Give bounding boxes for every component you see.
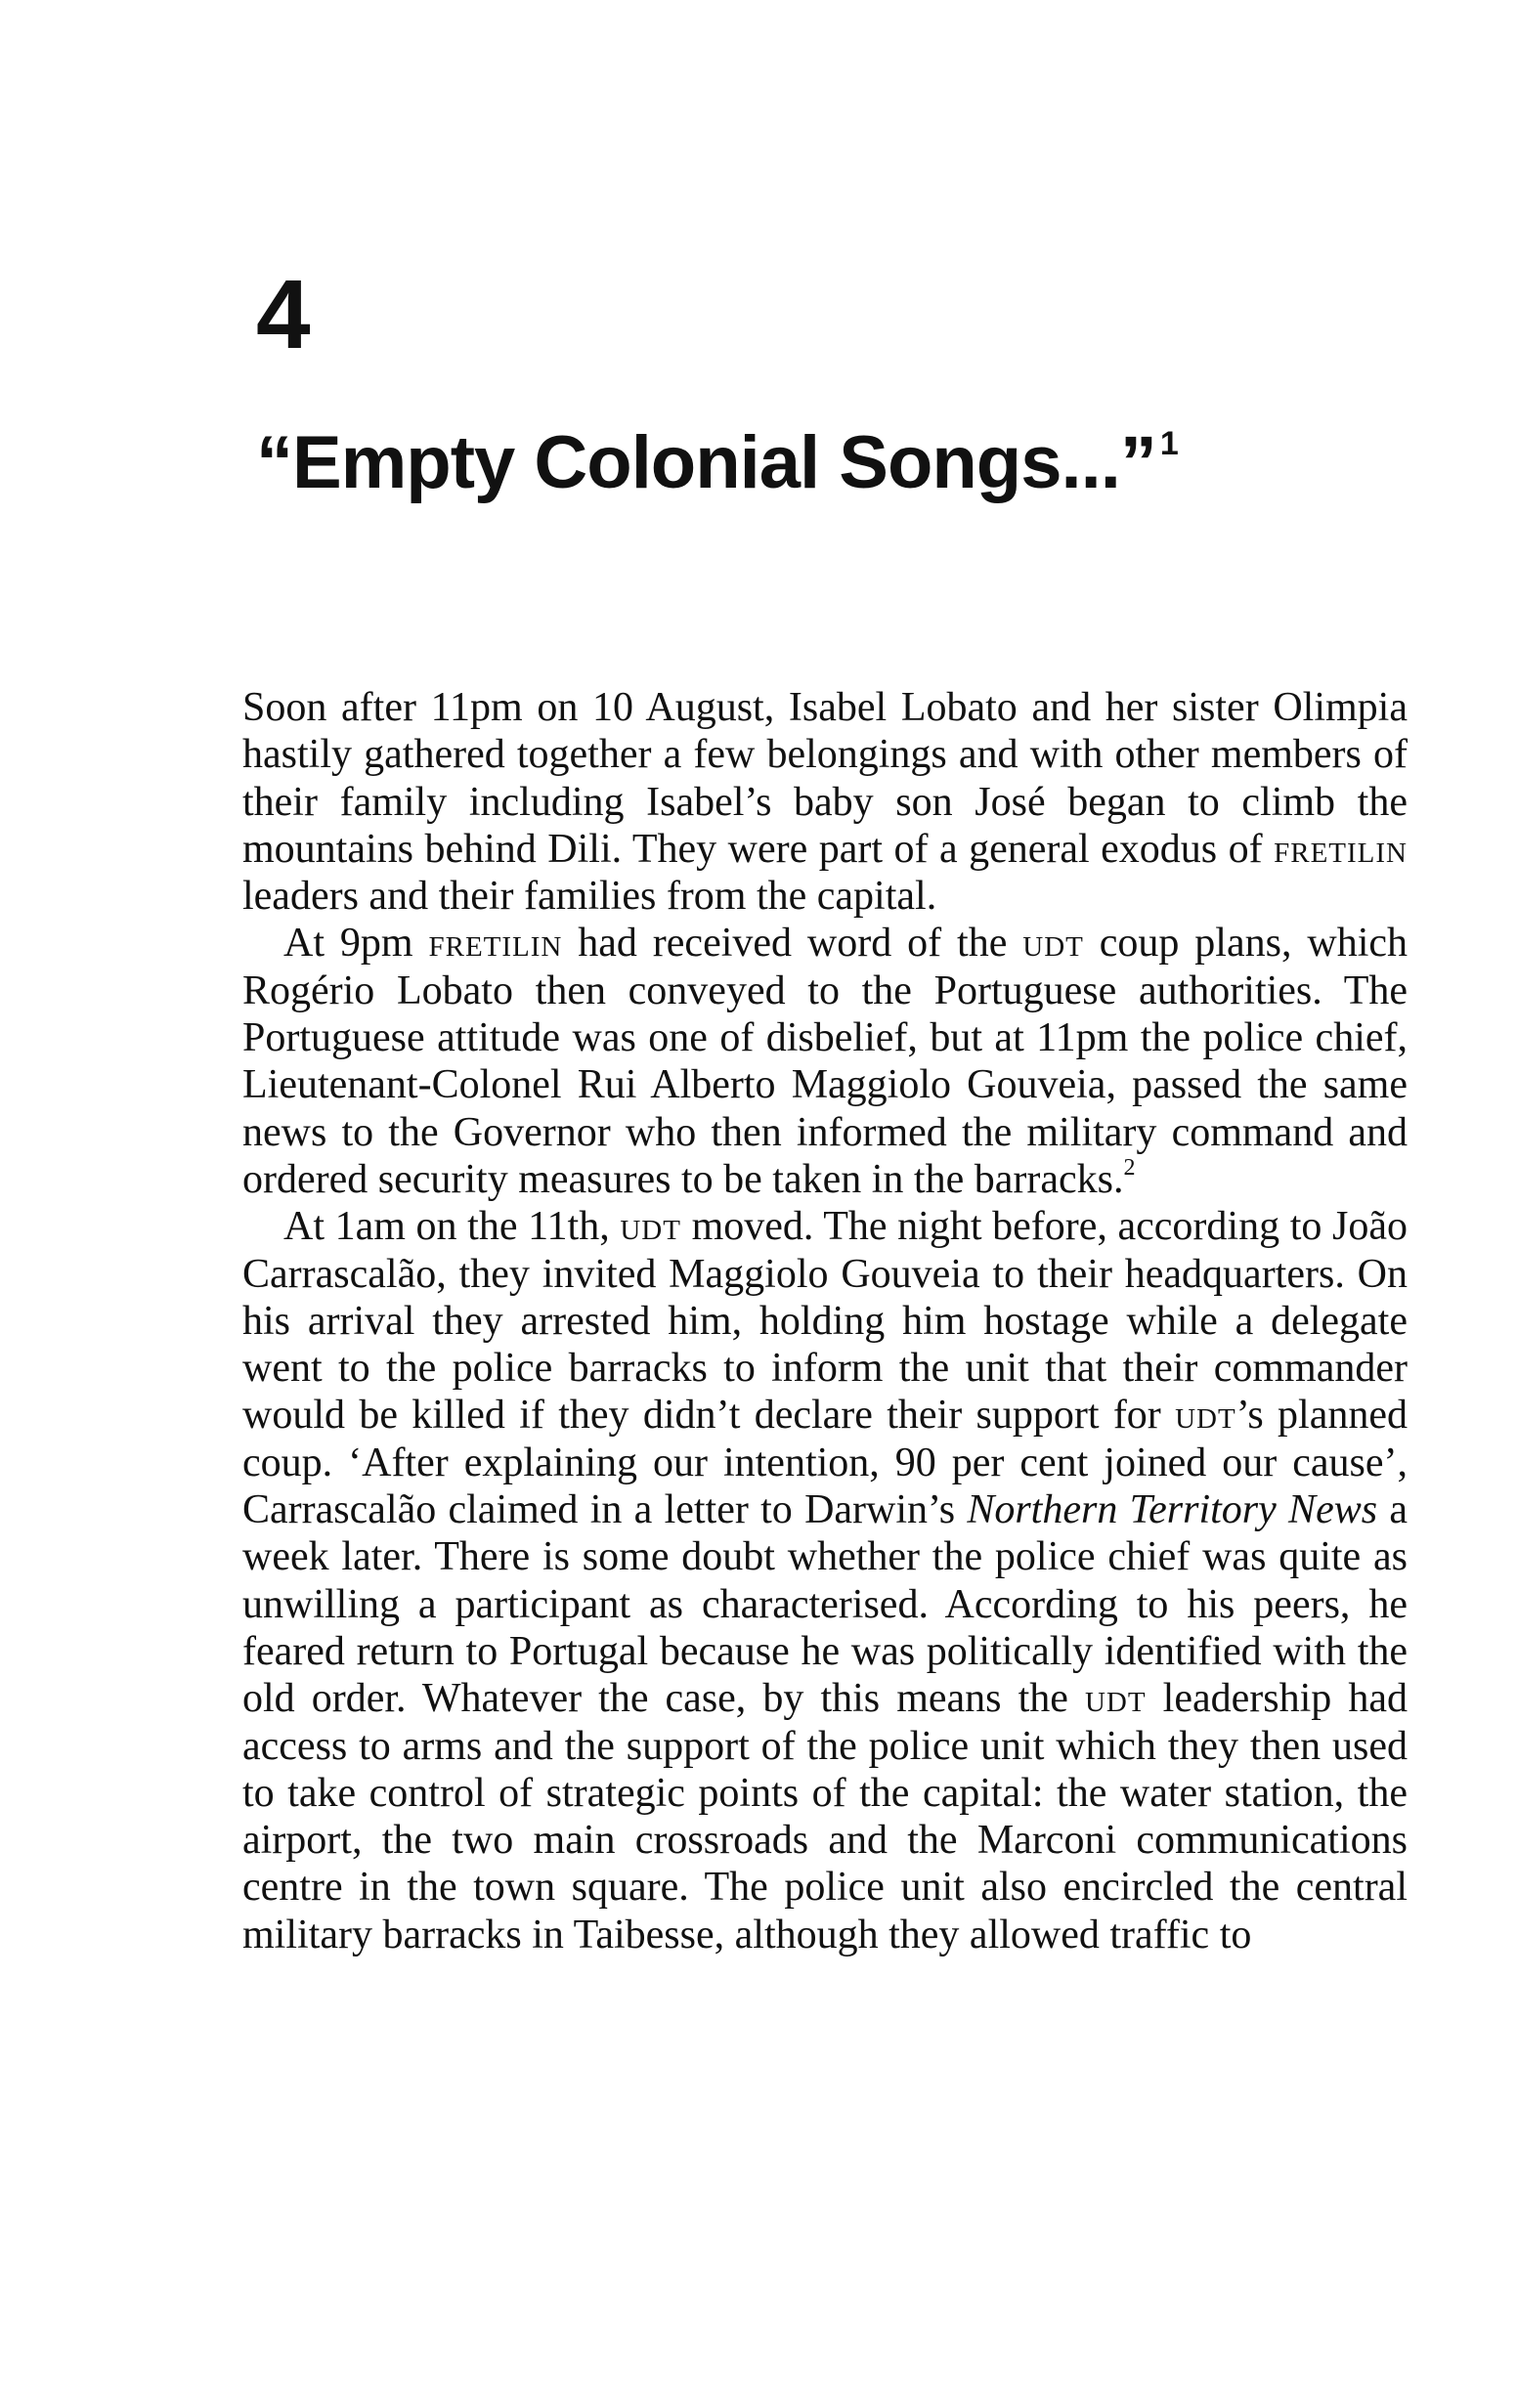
- italic-title: Northern Territory News: [967, 1487, 1378, 1533]
- small-caps-acronym: udt: [620, 1204, 681, 1250]
- text-run: At 9pm: [283, 921, 429, 967]
- small-caps-acronym: fretilin: [1274, 826, 1408, 872]
- text-run: moved. The night before, according to João Carrascalão, they invited Maggiolo Gouveia to their headquarters. On his arrival they arrested him, holding him hostage while a delegate went to the police barracks to inform the unit that their commander would be killed if they didn’t declare their support for: [242, 1204, 1408, 1439]
- paragraph: [242, 920, 1408, 1203]
- text-run: Soon after 11pm on 10 August, Isabel Lobato and her sister Olimpia hastily gathered together a few belongings and with other members of their family including Isabel’s baby son José began to climb the mountains behind Dili. They were part of a general exodus of: [242, 685, 1408, 872]
- small-caps-acronym: udt: [1175, 1393, 1236, 1439]
- body-text: [242, 684, 1408, 1958]
- text-run: leaders and their families from the capital.: [242, 874, 937, 920]
- small-caps-acronym: udt: [1084, 1676, 1147, 1722]
- chapter-title-text: “Empty Colonial Songs...”: [256, 421, 1156, 504]
- text-run: a week later. There is some doubt whether the police chief was quite as unwilling a participant as characterised. According to his peers, he feared return to Portugal because he was politically identified with the old order. Whatever the case, by this means the: [242, 1487, 1408, 1722]
- text-run: ’s planned coup. ‘After explaining our intention, 90 per cent joined our cause’, Carrascalão claimed in a letter to Darwin’s: [242, 1393, 1408, 1533]
- text-run: leadership had access to arms and the support of the police unit which they then used to take control of strategic points of the capital: the water station, the airport, the two main crossroads and the Marconi communications centre in the town square. The police unit also encircled the central military barracks in Taibesse, although they allowed traffic to: [242, 1676, 1408, 1957]
- chapter-title: [256, 422, 1178, 504]
- text-run: coup plans, which Rogério Lobato then conveyed to the Portuguese authorities. The Portuguese attitude was one of disbelief, but at 11pm the police chief, Lieutenant-Colonel Rui Alberto Maggiolo Gouveia, passed the same news to the Governor who then informed the military command and ordered security measures to be taken in the barracks.: [242, 921, 1408, 1202]
- chapter-number: 4: [256, 260, 311, 369]
- small-caps-acronym: udt: [1022, 921, 1084, 967]
- paragraph: [242, 1203, 1408, 1958]
- text-run: At 1am on the 11th,: [283, 1204, 621, 1250]
- paragraph: [242, 684, 1408, 920]
- small-caps-acronym: fretilin: [428, 921, 563, 967]
- text-run: had received word of the: [562, 921, 1023, 967]
- footnote-reference: 2: [1123, 1154, 1136, 1181]
- chapter-title-footnote-mark: 1: [1159, 425, 1178, 462]
